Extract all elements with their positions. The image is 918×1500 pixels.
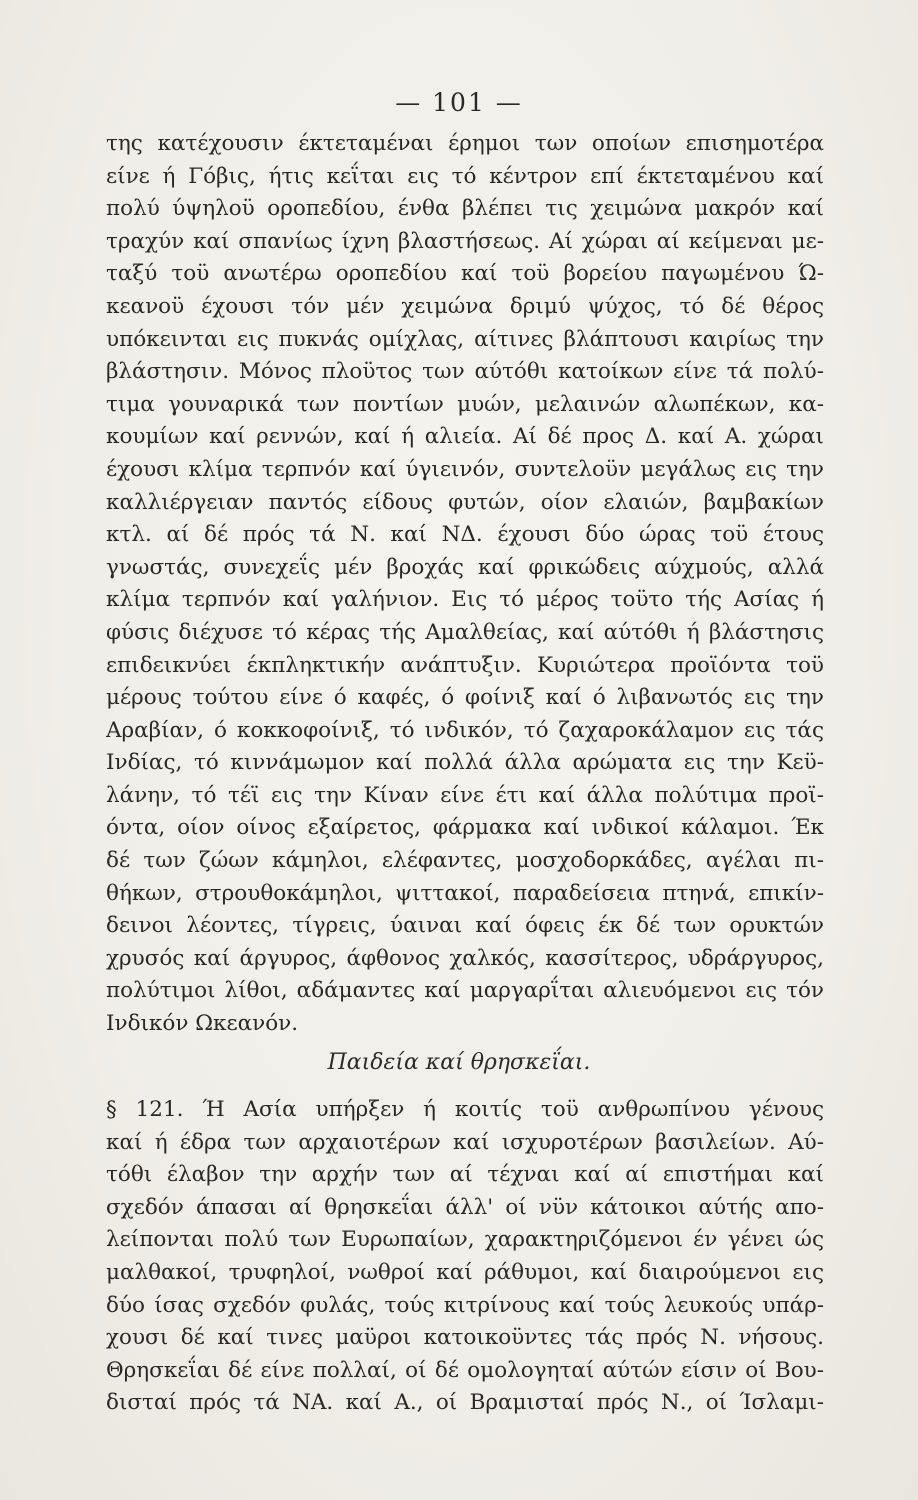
text-line: δισταί πρός τά ΝΑ. καί Α., οί Βραμισταί πρός Ν., οί Ίσλαμι- — [106, 1390, 824, 1416]
text-line: κλίμα τερπνόν καί γαλήνιον. Εις τό μέρος τοϋτο τής Ασίας ή — [106, 587, 824, 613]
text-line: δύο ίσας σχεδόν φυλάς, τούς κιτρίνους καί τούς λευκούς υπάρ- — [106, 1292, 824, 1318]
text-line: μαλθακοί, τρυφηλοί, νωθροί καί ράθυμοι, καί διαιρούμενοι εις — [106, 1259, 824, 1285]
paragraph-section-121 — [106, 1094, 824, 1420]
text-line: δεινοι λέοντες, τίγρεις, ύαιναι καί όφεις έκ δέ των ορυκτών — [106, 913, 824, 939]
paragraph-geography — [106, 128, 824, 1041]
text-line: επιδεικνύει έκπληκτικήν ανάπτυξιν. Κυριώτερα προϊόντα τοϋ — [106, 652, 824, 678]
text-line: καί ή έδρα των αρχαιοτέρων καί ισχυροτέρων βασιλείων. Αύ- — [106, 1129, 824, 1155]
text-line: κουμίων καί ρεννών, καί ή αλιεία. Αί δέ προς Δ. καί Α. χώραι — [106, 424, 824, 450]
text-line: Αραβίαν, ό κοκκοφοίνιξ, τό ινδικόν, τό ζαχαροκάλαμον εις τάς — [106, 717, 824, 743]
text-line: πολύτιμοι λίθοι, αδάμαντες καί μαργαρΐται αλιευόμενοι εις τόν — [106, 978, 824, 1004]
text-line: γνωστάς, συνεχεΐς μέν βροχάς καί φρικώδεις αύχμούς, αλλά — [106, 554, 824, 580]
text-line: είνε ή Γόβις, ήτις κεΐται εις τό κέντρον επί έκτεταμένου καί — [106, 163, 824, 189]
text-line: Ινδικόν Ωκεανόν. — [106, 1011, 299, 1037]
text-line: Θρησκεΐαι δέ είνε πολλαί, οί δέ ομολογηταί αύτών είσιν οί Βου- — [106, 1357, 824, 1383]
text-line: μέρους τούτου είνε ό καφές, ό φοίνιξ καί ό λιβανωτός εις την — [106, 685, 824, 711]
text-line: δέ των ζώων κάμηλοι, ελέφαντες, μοσχοδορκάδες, αγέλαι πι- — [106, 848, 824, 874]
page-number: — 101 — — [395, 88, 523, 117]
text-line: κτλ. αί δέ πρός τά Ν. καί ΝΔ. έχουσι δύο ώρας τοϋ έτους — [106, 522, 824, 548]
text-line: όντα, οίον οίνος εξαίρετος, φάρμακα καί ινδικοί κάλαμοι. Έκ — [106, 815, 824, 841]
text-line: έχουσι κλίμα τερπνόν καί ύγιεινόν, συντελοϋν μεγάλως εις την — [106, 456, 824, 482]
text-line: τραχύν καί σπανίως ίχνη βλαστήσεως. Αί χώραι αί κείμεναι με- — [106, 228, 824, 254]
text-line: σχεδόν άπασαι αί θρησκεΐαι άλλ' οί νϋν κάτοικοι αύτής απο- — [106, 1194, 824, 1220]
text-line: κεανοϋ έχουσι τόν μέν χειμώνα δριμύ ψύχος, τό δέ θέρος — [106, 293, 824, 319]
text-line: βλάστησιν. Μόνος πλοϋτος των αύτόθι κατοίκων είνε τά πολύ- — [106, 359, 824, 385]
text-line: καλλιέργειαν παντός είδους φυτών, οίον ελαιών, βαμβακίων — [106, 489, 824, 515]
text-line: ταξύ τοϋ ανωτέρω οροπεδίου καί τοϋ βορείου παγωμένου Ώ- — [106, 261, 824, 287]
text-line: § 121. Ή Ασία υπήρξεν ή κοιτίς τοϋ ανθρωπίνου γένους — [106, 1097, 824, 1122]
text-line: λάνην, τό τέϊ εις την Κίναν είνε έτι καί άλλα πολύτιμα προϊ- — [106, 782, 824, 808]
text-line: της κατέχουσιν έκτεταμέναι έρημοι των οποίων επισημοτέρα — [106, 131, 824, 156]
text-line: λείπονται πολύ των Ευρωπαίων, χαρακτηριζόμενοι έν γένει ώς — [106, 1227, 824, 1253]
text-line: θήκων, στρουθοκάμηλοι, ψιττακοί, παραδείσεια πτηνά, επικίν- — [106, 880, 824, 906]
text-line: πολύ ύψηλοϋ οροπεδίου, ένθα βλέπει τις χειμώνα μακρόν καί — [106, 196, 824, 222]
text-line: φύσις διέχυσε τό κέρας τής Αμαλθείας, καί αύτόθι ή βλάστησις — [106, 619, 824, 645]
text-line: Ινδίας, τό κιννάμωμον καί πολλά άλλα αρώματα εις την Κεϋ- — [106, 750, 824, 776]
text-line: τιμα γουναρικά των ποντίων μυών, μελαινών αλωπέκων, κα- — [106, 391, 824, 417]
text-line: χρυσός καί άργυρος, άφθονος χαλκός, κασσίτερος, υδράργυρος, — [106, 945, 824, 971]
text-line: χουσι δέ καί τινες μαϋροι κατοικοϋντες τάς πρός Ν. νήσους. — [106, 1325, 824, 1351]
text-line: υπόκεινται εις πυκνάς ομίχλας, αίτινες βλάπτουσι καιρίως την — [106, 326, 824, 352]
text-line: τόθι έλαβον την αρχήν των αί τέχναι καί αί επιστήμαι καί — [106, 1162, 824, 1188]
section-heading: Παιδεία καί θρησκεΐαι. — [327, 1050, 591, 1075]
